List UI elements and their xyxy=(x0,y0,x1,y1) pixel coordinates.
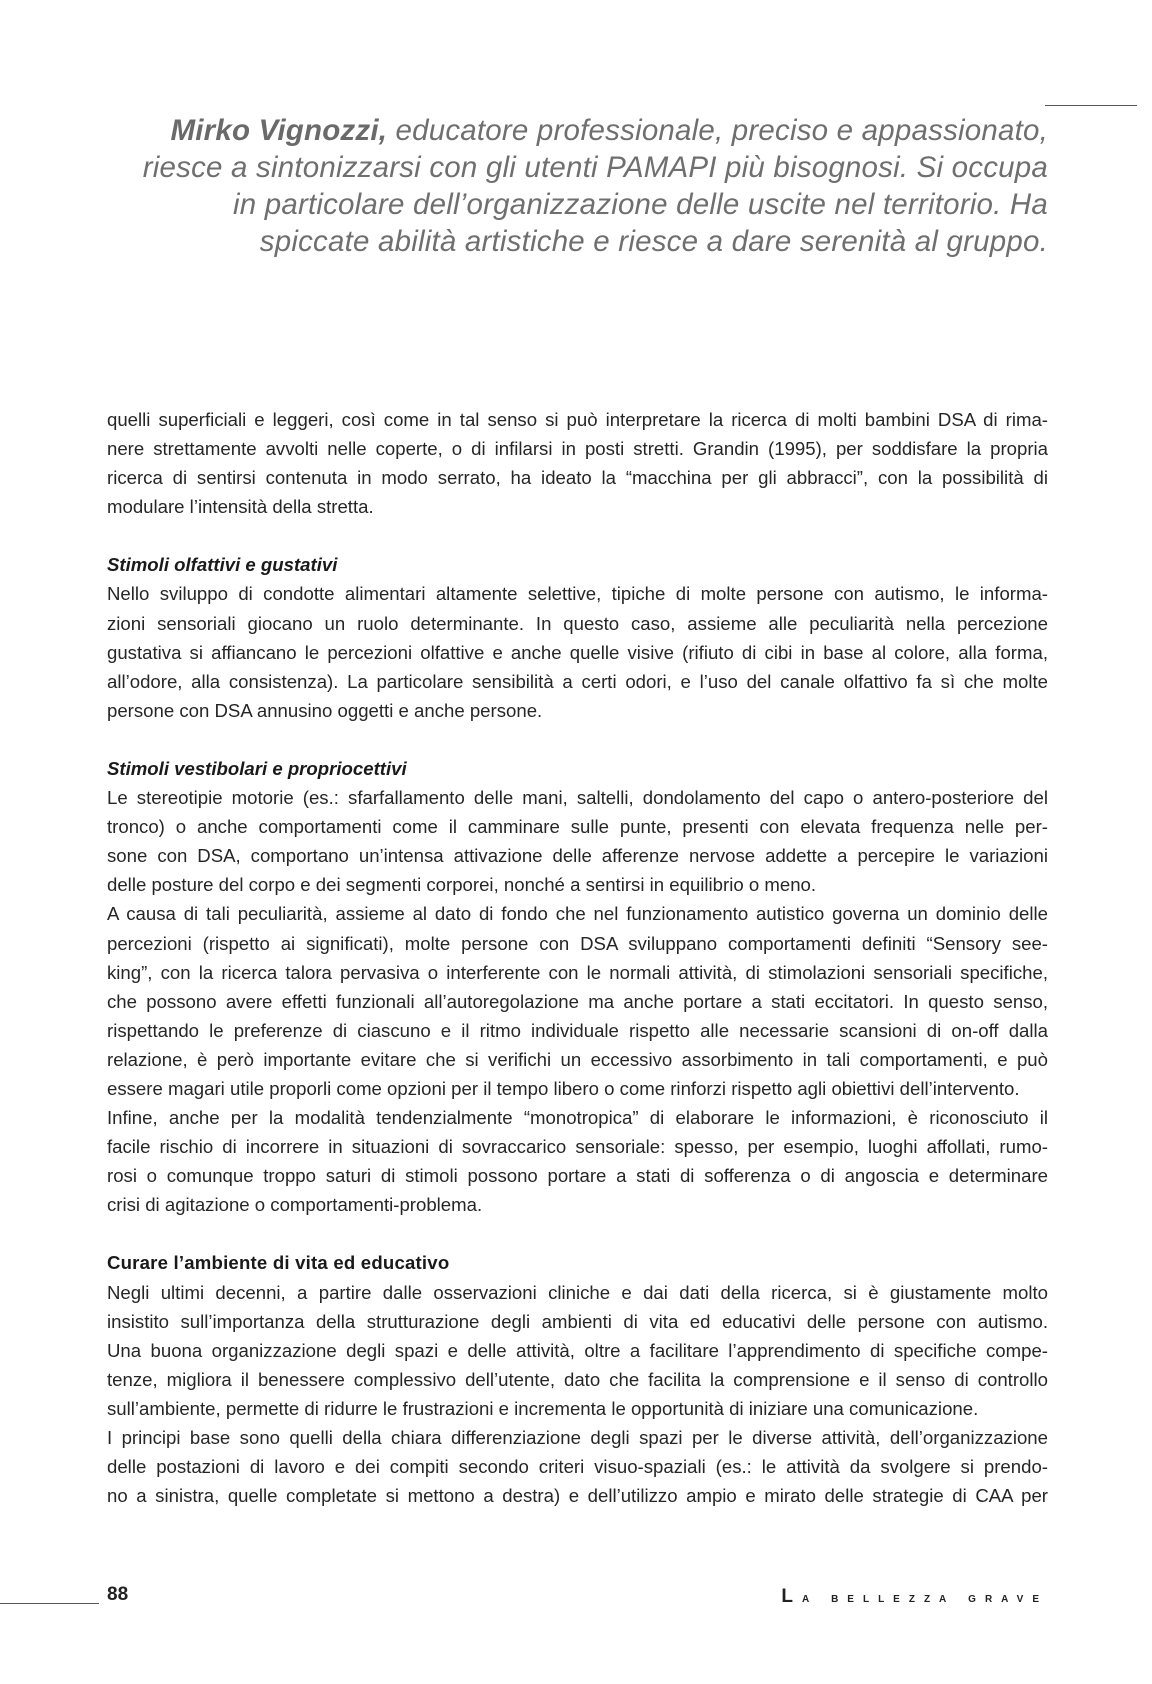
quote-line: Mirko Vignozzi, educatore professionale, preciso e appassionato, xyxy=(170,114,1048,147)
footer-rule xyxy=(0,1603,99,1604)
quote-line: spiccate abilità artistiche e riesce a dare serenità al gruppo. xyxy=(259,225,1048,258)
text-line: nere strettamente avvolti nelle coperte, o di infilarsi in posti stretti. Grandin (1995), per soddisfare la propria xyxy=(107,438,1048,460)
text-line: rosi o comunque troppo saturi di stimoli possono portare a stati di sofferenza o di angoscia e determinare xyxy=(107,1165,1048,1187)
text-line: insistito sull’importanza della strutturazione degli ambienti di vita ed educativi delle persone con autismo. xyxy=(107,1310,1048,1332)
text-line: che possono avere effetti funzionali all’autoregolazione ma anche portare a stati eccitatori. In questo senso, xyxy=(107,990,1048,1012)
text-line: tronco) o anche comportamenti come il camminare sulle punte, presenti con elevata frequenza nelle per- xyxy=(107,816,1048,838)
section-heading-vestibular: Stimoli vestibolari e propriocettivi xyxy=(107,757,407,779)
text-line: A causa di tali peculiarità, assieme al dato di fondo che nel funzionamento autistico governa un dominio delle xyxy=(107,903,1048,925)
text-line: sull’ambiente, permette di ridurre le frustrazioni e incrementa le opportunità di iniziare una comunicazione. xyxy=(107,1397,979,1419)
text-line: rispettando le preferenze di ciascuno e il ritmo individuale rispetto alle necessarie scansioni di on-off dalla xyxy=(107,1019,1048,1041)
body-text xyxy=(107,405,1048,1510)
text-line: sone con DSA, comportano un’intensa attivazione delle afferenze nervose addette a percepire le variazioni xyxy=(107,845,1048,867)
page-number: 88 xyxy=(107,1584,129,1605)
text-line: Nello sviluppo di condotte alimentari altamente selettive, tipiche di molte persone con autismo, le informa- xyxy=(107,583,1048,605)
vestibular-paragraph-1 xyxy=(107,783,1048,899)
text-line: king”, con la ricerca talora pervasiva o interferente con le normali attività, di stimolazioni sensoriali specifiche, xyxy=(107,961,1048,983)
text-line: essere magari utile proporli come opzioni per il tempo libero o come rinforzi rispetto agli obiettivi dell’intervento. xyxy=(107,1077,1020,1099)
environment-paragraph-1 xyxy=(107,1278,1048,1423)
text-line: persone con DSA annusino oggetti e anche persone. xyxy=(107,699,543,721)
text-line: tenze, migliora il benessere complessivo dell’utente, dato che facilita la comprensione e il senso di controllo xyxy=(107,1368,1048,1390)
text-line: modulare l’intensità della stretta. xyxy=(107,496,374,518)
quote-line: in particolare dell’organizzazione delle uscite nel territorio. Ha xyxy=(232,188,1048,221)
header-rule xyxy=(1045,105,1137,106)
text-line: quelli superficiali e leggeri, così come in tal senso si può interpretare la ricerca di molti bambini DSA di rima- xyxy=(107,409,1048,430)
text-line: Infine, anche per la modalità tendenzialmente “monotropica” di elaborare le informazioni, è riconosciuto il xyxy=(107,1107,1048,1129)
text-line: I principi base sono quelli della chiara differenziazione degli spazi per le diverse attività, dell’organizzazione xyxy=(107,1427,1048,1448)
section-heading-olfactory: Stimoli olfattivi e gustativi xyxy=(107,554,338,576)
quote-line: riesce a sintonizzarsi con gli utenti PAMAPI più bisognosi. Si occupa xyxy=(142,151,1048,184)
running-title xyxy=(781,1586,1048,1608)
intro-paragraph xyxy=(107,405,1048,521)
text-line: Le stereotipie motorie (es.: sfarfallamento delle mani, saltelli, dondolamento del capo o antero-posteriore del xyxy=(107,787,1048,809)
text-line: no a sinistra, quelle completate si mettono a destra) e dell’utilizzo ampio e mirato delle strategie di CAA per xyxy=(107,1485,1048,1507)
text-line: relazione, è però importante evitare che si verifichi un eccessivo assorbimento in tali comportamenti, e può xyxy=(107,1048,1048,1070)
text-line: Una buona organizzazione degli spazi e delle attività, oltre a facilitare l’apprendimento di specifiche compe- xyxy=(107,1339,1048,1361)
text-line: facile rischio di incorrere in situazioni di sovraccarico sensoriale: spesso, per esempio, luoghi affollati, rumo- xyxy=(107,1136,1048,1158)
olfactory-paragraph xyxy=(107,579,1048,724)
vestibular-paragraph-2 xyxy=(107,899,1048,1103)
text-line: delle postazioni di lavoro e dei compiti secondo criteri visuo-spaziali (es.: le attività da svolgere si prendo- xyxy=(107,1456,1048,1478)
running-title-initial: L xyxy=(781,1586,802,1607)
section-heading-environment: Curare l’ambiente di vita ed educativo xyxy=(107,1252,450,1274)
vestibular-paragraph-3 xyxy=(107,1103,1048,1219)
text-line: all’odore, alla consistenza). La particolare sensibilità a certi odori, e l’uso del canale olfattivo fa sì che molte xyxy=(107,670,1048,692)
running-title-rest: a bellezza grave xyxy=(801,1589,1048,1605)
text-line: delle posture del corpo e dei segmenti corporei, nonché a sentirsi in equilibrio o meno. xyxy=(107,874,817,896)
pull-quote xyxy=(110,112,1048,260)
text-line: percezioni (rispetto ai significati), molte persone con DSA sviluppano comportamenti definiti “Sensory see- xyxy=(107,932,1048,954)
text-line: crisi di agitazione o comportamenti-problema. xyxy=(107,1194,483,1216)
text-line: zioni sensoriali giocano un ruolo determinante. In questo caso, assieme alle peculiarità nella percezione xyxy=(107,612,1048,634)
text-line: gustativa si affiancano le percezioni olfattive e anche quelle visive (rifiuto di cibi in base al colore, alla forma, xyxy=(107,641,1048,663)
text-line: Negli ultimi decenni, a partire dalle osservazioni cliniche e dai dati della ricerca, si è giustamente molto xyxy=(107,1281,1048,1303)
environment-paragraph-2 xyxy=(107,1423,1048,1510)
quote-person-name: Mirko Vignozzi, xyxy=(170,114,388,147)
text-line: ricerca di sentirsi contenuta in modo serrato, ha ideato la “macchina per gli abbracci”, con la possibilità di xyxy=(107,467,1048,489)
